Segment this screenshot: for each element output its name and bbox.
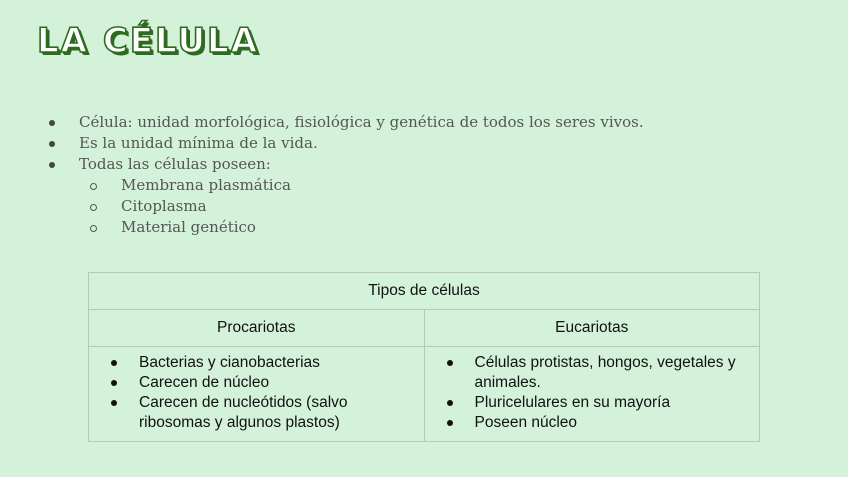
hollow-bullet-icon — [90, 204, 97, 211]
list-item — [89, 393, 424, 433]
list-item — [425, 353, 760, 393]
procariotas-cell — [89, 347, 425, 442]
list-item — [89, 373, 424, 393]
sub-bullet-item — [79, 175, 644, 196]
bullet-dot-icon — [111, 360, 117, 366]
bullet-dot-icon — [49, 162, 55, 168]
bullet-item — [45, 133, 644, 154]
bullet-dot-icon — [49, 141, 55, 147]
sub-bullet-text: Material genético — [121, 218, 256, 236]
eucariotas-cell — [424, 347, 760, 442]
bullet-text: Célula: unidad morfológica, fisiológica y genética de todos los seres vivos. — [79, 113, 644, 131]
hollow-bullet-icon — [90, 183, 97, 190]
sub-bullet-item — [79, 217, 644, 238]
table-header: Tipos de células — [89, 273, 760, 310]
list-item-text: Pluricelulares en su mayoría — [474, 394, 671, 411]
list-item-text: Poseen núcleo — [474, 414, 578, 431]
bullet-item — [45, 154, 644, 238]
bullet-text: Todas las células poseen: — [79, 155, 271, 173]
bullet-dot-icon — [49, 120, 55, 126]
list-item-text: Bacterias y cianobacterias — [139, 354, 320, 371]
list-item-text: Células protistas, hongos, vegetales y animales. — [474, 354, 736, 391]
eucariotas-list — [425, 353, 760, 433]
bullet-dot-icon — [447, 420, 453, 426]
sub-bullet-text: Membrana plasmática — [121, 176, 291, 194]
cell-types-table — [88, 272, 760, 442]
bullet-item — [45, 112, 644, 133]
slide-title: LA CÉLULA — [37, 21, 260, 61]
list-item — [425, 413, 760, 433]
bullet-dot-icon — [447, 360, 453, 366]
bullet-dot-icon — [447, 400, 453, 406]
bullet-dot-icon — [111, 380, 117, 386]
procariotas-list — [89, 353, 424, 433]
sub-bullet-text: Citoplasma — [121, 197, 207, 215]
bullet-dot-icon — [111, 400, 117, 406]
hollow-bullet-icon — [90, 225, 97, 232]
list-item-text: Carecen de núcleo — [139, 374, 270, 391]
list-item — [89, 353, 424, 373]
column-header-eucariotas: Eucariotas — [424, 310, 760, 347]
list-item — [425, 393, 760, 413]
sub-bullet-item — [79, 196, 644, 217]
column-header-procariotas: Procariotas — [89, 310, 425, 347]
list-item-text: Carecen de nucleótidos (salvo ribosomas y algunos plastos) — [139, 394, 348, 431]
bullet-text: Es la unidad mínima de la vida. — [79, 134, 318, 152]
bullet-list — [45, 112, 644, 238]
sub-bullet-list — [79, 175, 644, 238]
